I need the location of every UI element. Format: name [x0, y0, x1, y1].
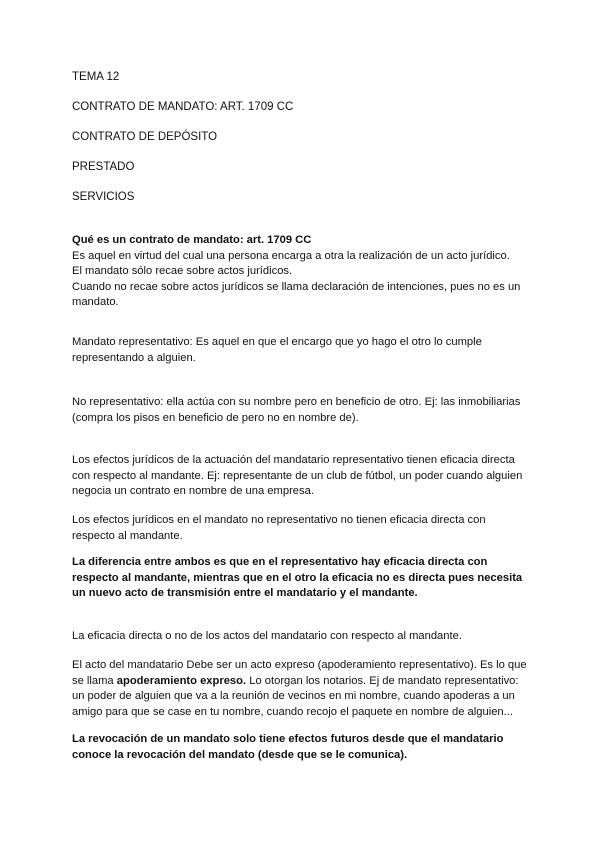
apoderamiento-expreso-term: apoderamiento expreso. [116, 674, 247, 687]
heading-contrato-deposito: CONTRATO DE DEPÓSITO [72, 131, 218, 143]
question-title: Qué es un contrato de mandato: art. 1709 CC [72, 234, 312, 246]
paragraph-eficacia: La eficacia directa o no de los actos del mandatario con respecto al mandante. [72, 630, 462, 642]
acto-text-after: Lo otorgan los notarios. Ej de mandato representativo: un poder de alguien que va a la reunión de vecinos en mi nombre, cuando apoderas a un amigo para que se case en tu nombre, cuando recojo el paquete en nombre de alguien... [72, 674, 519, 718]
paragraph-no-representativo: No representativo: ella actúa con su nombre pero en beneficio de otro. Ej: las inmobiliarias (compra los pisos en beneficio de pero no en nombre de). [72, 396, 521, 424]
heading-prestado: PRESTADO [72, 161, 135, 173]
heading-servicios: SERVICIOS [72, 191, 135, 203]
paragraph-representativo: Mandato representativo: Es aquel en que el encargo que yo hago el otro lo cumple representando a alguien. [72, 336, 482, 364]
definition-line: Es aquel en virtud del cual una persona encarga a otra la realización de un acto jurídico. [72, 249, 510, 262]
paragraph-revocacion: La revocación de un mandato solo tiene efectos futuros desde que el mandatario conoce la revocación del mandato (desde que se le comunica). [72, 733, 504, 761]
paragraph-acto-expreso [72, 658, 528, 720]
acto-text-before: El acto del mandatario Debe ser un acto expreso (apoderamiento representativo). Es lo que se llama [72, 659, 527, 687]
paragraph-diferencia: La diferencia entre ambos es que en el representativo hay eficacia directa con respecto al mandante, mientras que en el otro la eficacia no es directa pues necesita un nuevo acto de transmisión entre el mandatario y el mandante. [72, 556, 523, 599]
question-section [72, 233, 528, 311]
heading-tema: TEMA 12 [72, 71, 120, 83]
heading-contrato-mandato: CONTRATO DE MANDATO: ART. 1709 CC [72, 101, 294, 113]
intentions-line: Cuando no recae sobre actos jurídicos se llama declaración de intenciones, pues no es un mandato. [72, 280, 521, 308]
paragraph-efectos-representativo: Los efectos jurídicos de la actuación del mandatario representativo tienen eficacia directa con respecto al mandante. Ej: representante de un club de fútbol, un poder cuando alguien negocia un contrato en nombre de una empresa. [72, 454, 523, 497]
paragraph-efectos-no-representativo: Los efectos jurídicos en el mandato no representativo no tienen eficacia directa con respecto al mandante. [72, 514, 486, 542]
scope-line: El mandato sólo recae sobre actos jurídicos. [72, 265, 293, 277]
